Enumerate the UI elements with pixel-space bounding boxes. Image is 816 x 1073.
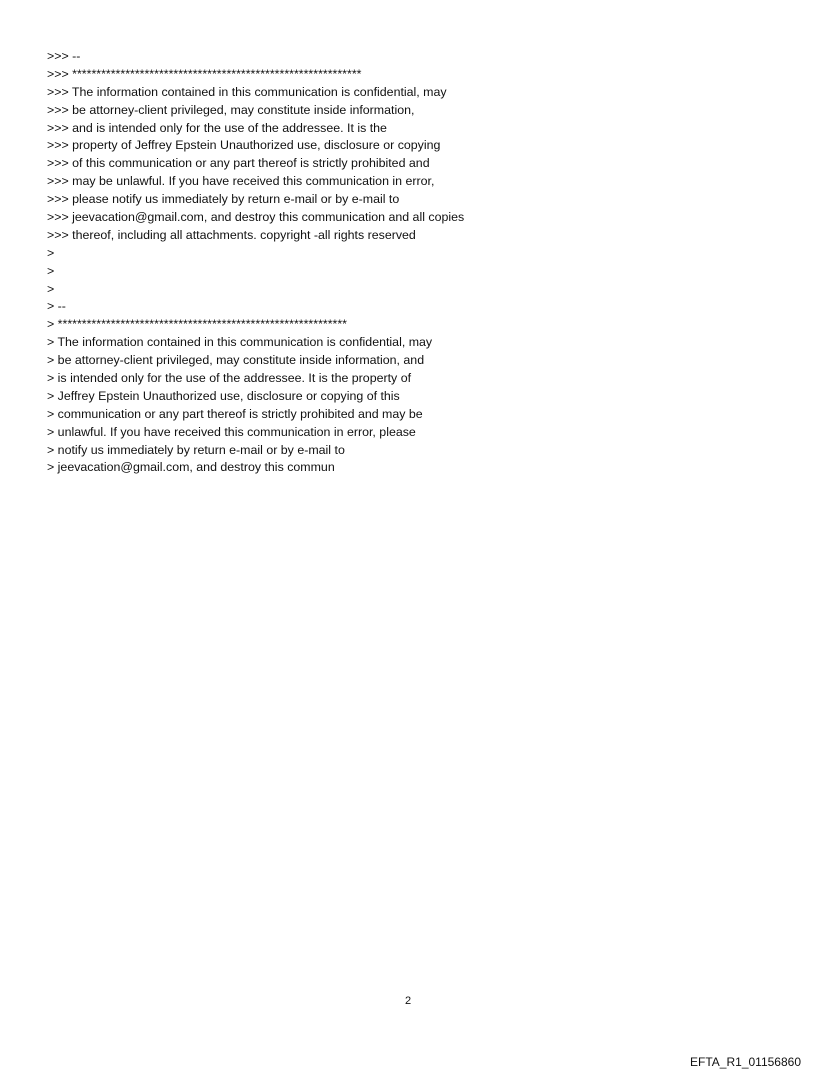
email-line: > unlawful. If you have received this communication in error, please <box>47 424 416 439</box>
email-line: >>> ************************************************************ <box>47 66 362 81</box>
email-line: > communication or any part thereof is strictly prohibited and may be <box>47 406 423 421</box>
bates-number: EFTA_R1_01156860 <box>690 1055 801 1069</box>
email-line: > <box>47 245 55 260</box>
email-line: > <box>47 263 55 278</box>
page-number: 2 <box>404 995 412 1007</box>
email-line: >>> property of Jeffrey Epstein Unauthorized use, disclosure or copying <box>47 138 441 153</box>
email-line: >>> -- <box>47 49 81 63</box>
quoted-email-body <box>47 48 747 477</box>
email-line: >>> of this communication or any part thereof is strictly prohibited and <box>47 156 430 171</box>
email-line: > is intended only for the use of the addressee. It is the property of <box>47 371 412 386</box>
email-line: > jeevacation@gmail.com, and destroy this commun <box>47 460 335 475</box>
email-line: > -- <box>47 299 66 314</box>
email-line: > notify us immediately by return e-mail or by e-mail to <box>47 442 345 457</box>
email-line: >>> be attorney-client privileged, may constitute inside information, <box>47 102 415 117</box>
email-line: > Jeffrey Epstein Unauthorized use, disclosure or copying of this <box>47 388 400 403</box>
email-line: >>> jeevacation@gmail.com, and destroy this communication and all copies <box>47 210 465 225</box>
email-line: >>> please notify us immediately by return e-mail or by e-mail to <box>47 192 400 207</box>
email-line: > The information contained in this communication is confidential, may <box>47 335 433 350</box>
email-line: > be attorney-client privileged, may constitute inside information, and <box>47 353 425 368</box>
email-line: >>> may be unlawful. If you have received this communication in error, <box>47 174 435 189</box>
email-line: >>> thereof, including all attachments. copyright -all rights reserved <box>47 227 416 242</box>
email-line: >>> and is intended only for the use of the addressee. It is the <box>47 120 387 135</box>
email-line: > ************************************************************ <box>47 317 347 332</box>
email-line: > <box>47 281 55 296</box>
email-line: >>> The information contained in this communication is confidential, may <box>47 84 447 99</box>
